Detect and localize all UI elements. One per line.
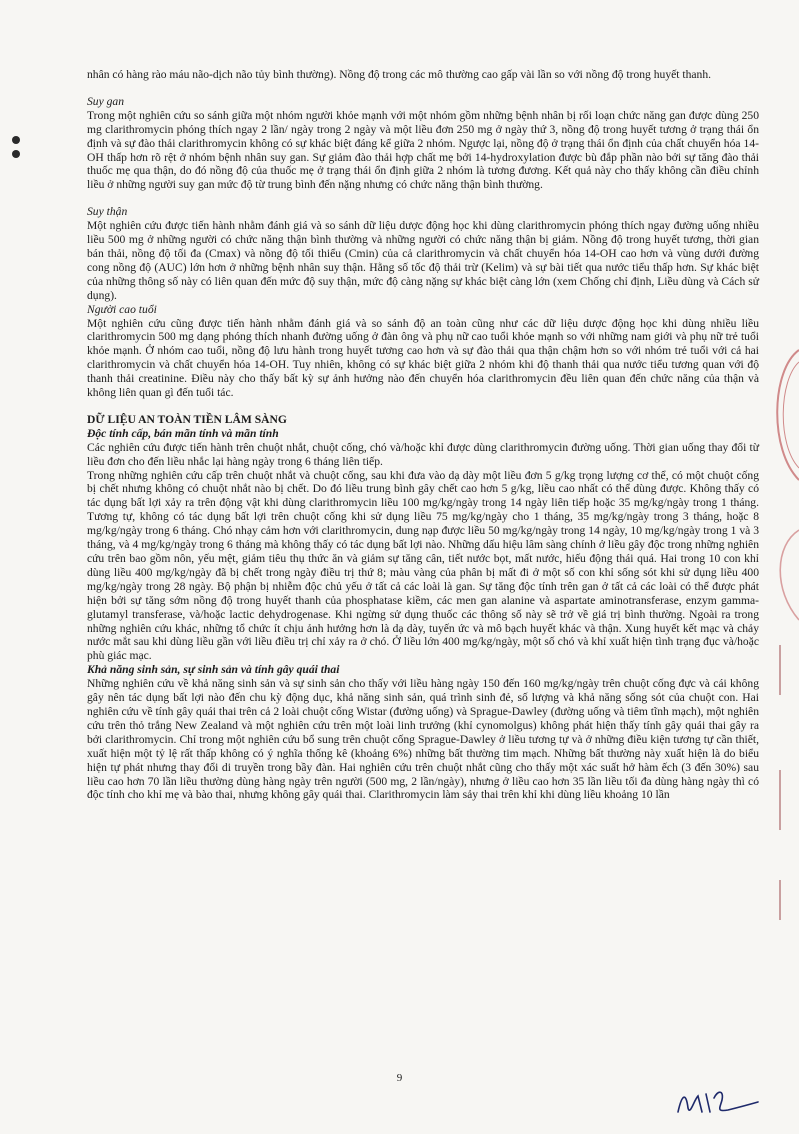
- edge-mark-2: [779, 770, 799, 830]
- subheading-kidney: Suy thận: [87, 205, 128, 219]
- subheading-toxicity: Độc tính cấp, bán mãn tính và mãn tính: [87, 426, 279, 440]
- paragraph-toxicity-2: Trong những nghiên cứu cấp trên chuột nhắt và chuột cống, sau khi đưa vào dạ dày một liều đơn 5 g/kg trọng lượng cơ thể, có một chuột cống bị chết nhưng không có chuột nhắt nào bị chết. Do đó liều trung bình gây chết cao hơn 5 g/kg, liều cao nhất có thể dùng được. Không thấy có tác dụng bất lợi xảy ra trên động vật khi dùng clarithromycin liều 100 mg/kg/ngày trong 14 ngày liên tiếp hoặc 35 mg/kg/ngày trong 1 tháng. Tương tự, không có tác dụng bất lợi trên chuột cống khi sử dụng liều 75 mg/kg/ngày cho 1 tháng, 35 mg/kg/ngày trong 3 tháng, hoặc 8 mg/kg/ngày trong 6 tháng. Chó nhạy cảm hơn với clarithromycin, dung nạp được liều 50 mg/kg/ngày trong 14 ngày, 10 mg/kg/ngày trong 1 và 3 tháng, và 4 mg/kg/ngày trong 6 tháng mà không thấy có tác dụng bất lợi nào. Những dấu hiệu lâm sàng chính ở liều gây độc trong những nghiên cứu trên bao gồm nôn, yếu mệt, giảm tiêu thụ thức ăn và giảm sự tăng cân, tiết nước bọt, mất nước, hiếu động thái quá. Hai trong 10 con khỉ dùng liều 400 mg/kg/ngày đã bị chết trong ngày điều trị thứ 8; màu vàng của phân bị mất đi ở một số con khỉ sống sót khi sử dụng liều 400 mg/kg/ngày trong 28 ngày. Bộ phận bị nhiễm độc chủ yếu ở tất cả các loài là gan. Sự tăng độc tính trên gan ở tất cả các loài có thể được phát hiện bởi sự tăng sớm nồng độ trong huyết thanh của phosphatase kiềm, các men gan alanine và aspartate aminotransferase, enzym gamma-glutamyl transferase, và/hoặc lactic dehydrogenase. Khi ngừng sử dụng thuốc các thông số này sẽ trở về giá trị bình thường. Ngoài ra trong những nghiên cứu khác, những tổ chức ít chịu ảnh hưởng hơn là dạ dày, tuyến ức và mô bạch huyết khác và thận. Xung huyết kết mạc và chảy nước mắt sau khi dùng liều gần với liều điều trị chỉ xảy ra ở chó. Ở liều lớn 400 mg/kg/ngày, một số chó và khỉ xuất hiện tình trạng đục và/hoặc phù giác mạc.: [87, 468, 759, 663]
- section-heading-preclinical: DỮ LIỆU AN TOÀN TIỀN LÂM SÀNG: [87, 412, 287, 426]
- paragraph-reproduction: Những nghiên cứu về khả năng sinh sản và sự sinh sản cho thấy với liều hàng ngày 150 đến 160 mg/kg/ngày trên chuột cống đực và cái không gây nên tác dụng bất lợi nào đến chu kỳ động dục, khả năng sinh sản, quá trình sinh đẻ, số lượng và khả năng sống sót của chuột con. Hai nghiên cứu về tính gây quái thai trên cả 2 loài chuột cống Wistar (đường uống) và Sprague-Dawley (đường uống và tiêm tĩnh mạch), một nghiên cứu trên thỏ trắng New Zealand và một nghiên cứu trên một loài linh trưởng (khỉ cynomolgus) không phát hiện thấy tính gây quái thai gây ra bởi clarithromycin. Chỉ trong một nghiên cứu bổ sung trên chuột cống Sprague-Dawley ở liều tương tự và ở những điều kiện tương tự cần thiết, xuất hiện một tỷ lệ rất thấp không có ý nghĩa thống kê (khoảng 6%) những bất thường tim mạch. Những bất thường này xuất hiện là do biểu hiện tự phát nhưng thay đổi di truyền trong bầy đàn. Hai nghiên cứu trên chuột nhắt cũng cho thấy một xác suất hở hàm ếch (3 đến 30%) sau liều cao hơn 70 lần liều thường dùng hàng ngày trên người (500 mg, 2 lần/ngày), nhưng ở liều cao hơn 35 lần liều tối đa dùng hàng ngày thì có độc tính cho khỉ mẹ và bào thai, nhưng không gây quái thai. Clarithromycin làm sảy thai trên khỉ khi dùng liều khoảng 10 lần: [87, 677, 759, 802]
- punch-hole-1: [12, 136, 20, 144]
- subheading-liver: Suy gan: [87, 94, 125, 108]
- page-number: 9: [396, 1072, 403, 1084]
- document-body: [87, 68, 759, 802]
- paragraph-intro: nhân có hàng rào máu não-dịch não tủy bình thường). Nồng độ trong các mô thường cao gấp vài lần so với nồng độ trong huyết thanh.: [87, 68, 712, 81]
- paragraph-toxicity-1: Các nghiên cứu được tiến hành trên chuột nhắt, chuột cống, chó và/hoặc khỉ được dùng clarithromycin đường uống. Thời gian uống thay đổi từ liều đơn cho đến liều nhắc lại hàng ngày trong 6 tháng liên tiếp.: [87, 440, 759, 468]
- paragraph-elderly: Một nghiên cứu cũng được tiến hành nhằm đánh giá và so sánh độ an toàn cũng như các dữ liệu dược động học khi dùng nhiều liều clarithromycin 500 mg dạng phóng thích nhanh đường uống ở đàn ông và phụ nữ cao tuổi khỏe mạnh so với những nam giới và phụ nữ trẻ tuổi khỏe mạnh. Ở nhóm cao tuổi, nồng độ lưu hành trong huyết tương cao hơn và sự đào thải qua thận chậm hơn so với nhóm trẻ tuổi với cả hai clarithromycin và chất chuyển hóa 14-OH. Tuy nhiên, không có sự khác biệt giữa 2 nhóm khi độ thanh thải qua nước tiểu tương quan với độ thanh thải creatinine. Điều này cho thấy bất kỳ sự ảnh hưởng nào đến chuyển hóa clarithromycin đều liên quan đến chức năng của thận và không liên quan gì đến tuổi tác.: [87, 316, 759, 400]
- paragraph-kidney: Một nghiên cứu được tiến hành nhằm đánh giá và so sánh dữ liệu dược động học khi dùng clarithromycin phóng thích ngay đường uống nhiều liều 500 mg ở những người có chức năng thận bình thường và những người có chức năng thận bị giảm. Nồng độ trong huyết tương, thời gian bán thải, nồng độ tối đa (Cmax) và nồng độ tối thiểu (Cmin) của cả clarithromycin và chất chuyển hóa 14-OH cao hơn và vùng dưới đường cong nồng độ (AUC) lớn hơn ở những bệnh nhân suy thận. Hằng số tốc độ thải trừ (Kelim) và sự bài tiết qua nước tiểu thấp hơn. Sự khác biệt của những thông số này có liên quan đến mức độ suy thận, mức độ càng nặng sự khác biệt càng lớn (xem Chống chỉ định, Liều dùng và Cách sử dụng).: [87, 219, 759, 302]
- subheading-elderly: Người cao tuổi: [87, 302, 157, 316]
- punch-hole-2: [12, 150, 20, 158]
- edge-mark-1: [779, 645, 799, 695]
- subheading-reproduction: Khả năng sinh sản, sự sinh sản và tính gây quái thai: [87, 663, 340, 677]
- paragraph-liver: Trong một nghiên cứu so sánh giữa một nhóm người khỏe mạnh với một nhóm gồm những bệnh nhân bị rối loạn chức năng gan được dùng 250 mg clarithromycin phóng thích ngay 2 lần/ ngày trong 2 ngày và một liều đơn 250 mg ở ngày thứ 3, nồng độ trong huyết tương ở trạng thái ổn định và sự đào thải clarithromycin không có sự khác biệt đáng kể giữa 2 nhóm. Ngược lại, nồng độ ở trạng thái ổn định của chất chuyển hóa 14-OH thấp hơn rõ rệt ở nhóm bệnh nhân suy gan. Sự giảm đào thải hợp chất mẹ bởi 14-hydroxylation được bù đắp phần nào bởi sự tăng đào thải thuốc mẹ qua thận, do đó nồng độ của thuốc mẹ ở trạng thái ổn định giữa 2 nhóm là tương đương. Kết quả này cho thấy không cần điều chỉnh liều ở những người suy gan mức độ từ trung bình đến nặng nhưng có chức năng thận bình thường.: [87, 108, 759, 192]
- handwritten-signature: [672, 1082, 772, 1122]
- red-stamp-seal: [765, 330, 799, 630]
- edge-mark-3: [779, 880, 799, 920]
